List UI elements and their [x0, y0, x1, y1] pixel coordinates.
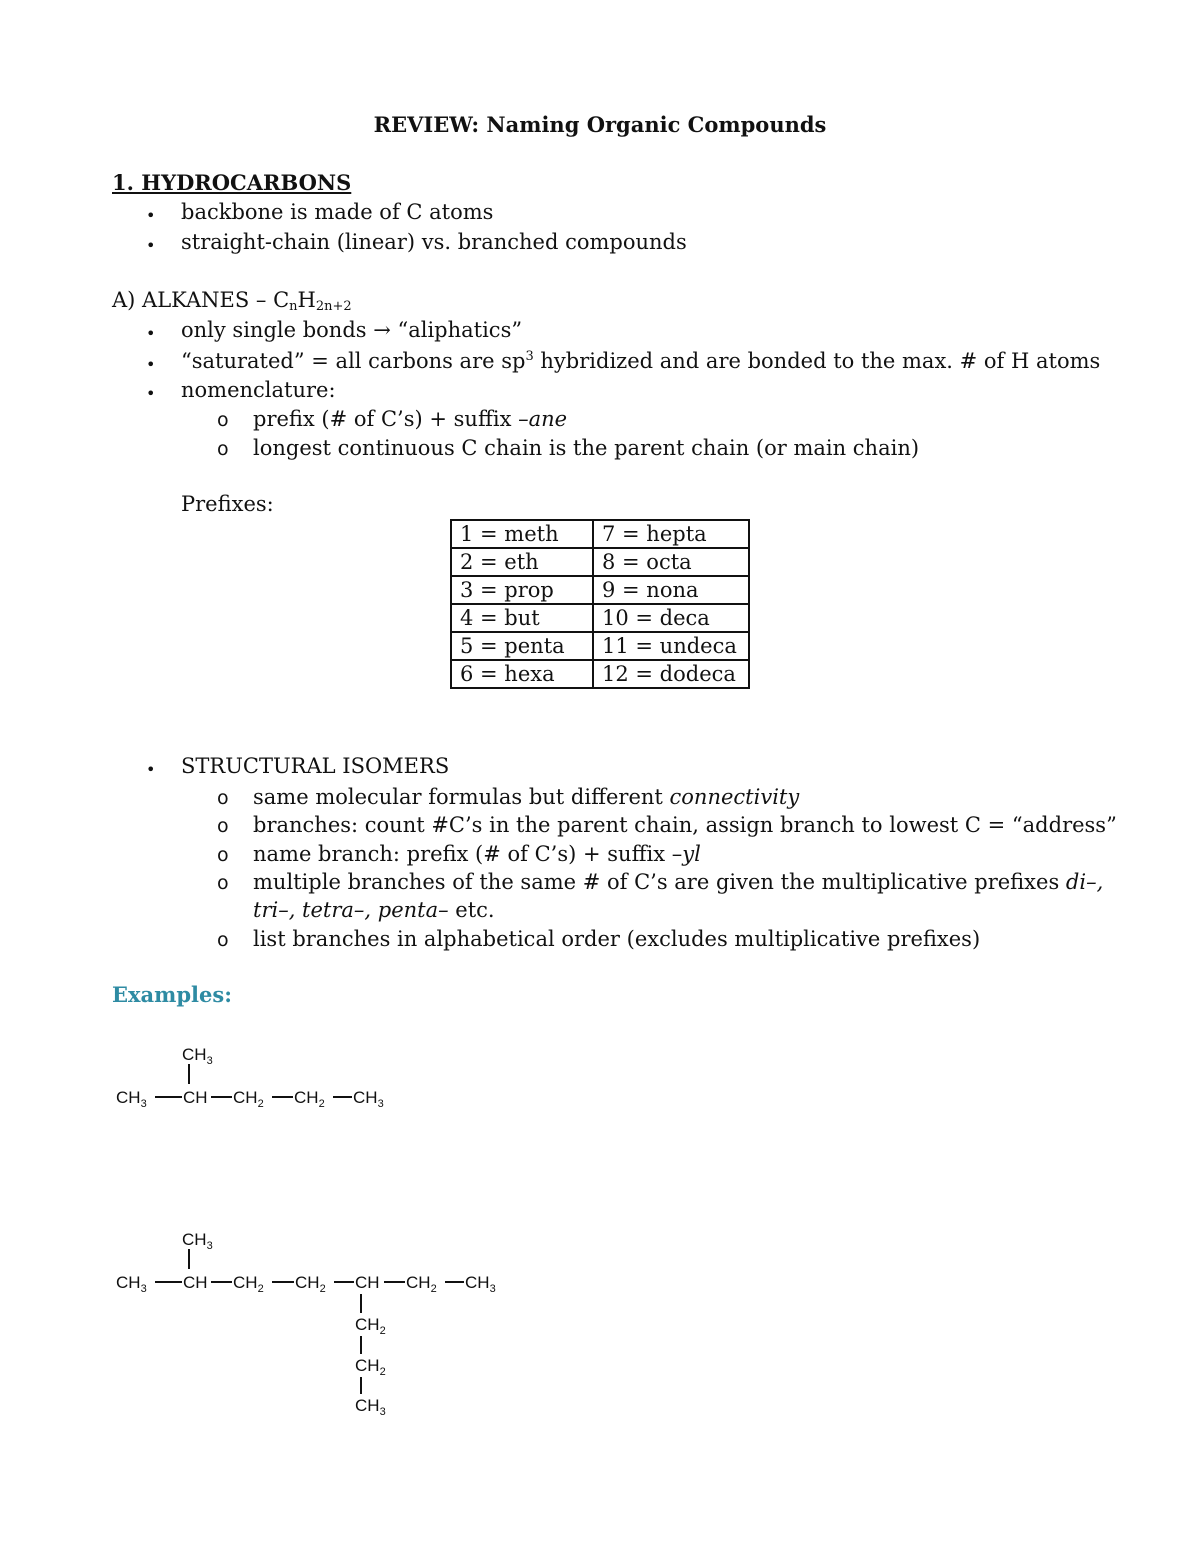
circle-bullet-icon: o	[217, 872, 229, 894]
circle-bullet-icon: o	[217, 815, 229, 837]
bullet-icon: •	[146, 355, 156, 374]
table-cell: 3 = prop	[451, 576, 593, 604]
alkane-bullet-saturated: “saturated” = all carbons are $sp^3$ hybridized and are bonded to the max. # of H atoms	[181, 349, 1101, 373]
table-cell: 1 = meth	[451, 520, 593, 548]
table-cell: 12 = dodeca	[593, 660, 749, 688]
page-title: REVIEW: Naming Organic Compounds	[373, 112, 827, 137]
table-cell: 6 = hexa	[451, 660, 593, 688]
bullet-icon: •	[146, 384, 156, 403]
isomer-item-multiple-branches-cont: tri–, tetra–, penta– etc.	[253, 898, 495, 922]
alkane-bullet-single-bonds: only single bonds → “aliphatics”	[181, 318, 523, 342]
prefixes-label: Prefixes:	[181, 492, 274, 516]
atom-ch3: $CH_3$	[182, 1045, 213, 1067]
isomer-item-alphabetical: list branches in alphabetical order (excludes multiplicative prefixes)	[253, 927, 981, 951]
circle-bullet-icon: o	[217, 929, 229, 951]
atom-ch3: $CH_3$	[116, 1088, 147, 1110]
molecule-1	[116, 1045, 384, 1110]
atom-ch2: $CH_2$	[295, 1273, 326, 1295]
table-cell: 8 = octa	[593, 548, 749, 576]
nomenclature-item-parent-chain: longest continuous C chain is the parent chain (or main chain)	[253, 436, 920, 460]
atom-ch3: $CH_3$	[182, 1230, 213, 1252]
atom-ch2: $CH_2$	[355, 1315, 386, 1337]
alkane-bullet-nomenclature: nomenclature:	[181, 378, 336, 402]
bullet-icon: •	[146, 236, 156, 255]
atom-ch: CH	[183, 1273, 208, 1292]
atom-ch3: $CH_3$	[355, 1396, 386, 1418]
atom-ch: CH	[183, 1088, 208, 1107]
examples-heading: Examples:	[112, 982, 232, 1007]
table-cell: 5 = penta	[451, 632, 593, 660]
hydrocarbon-bullet-2: straight-chain (linear) vs. branched compounds	[181, 230, 687, 254]
atom-ch: CH	[355, 1273, 380, 1292]
atom-ch2: $CH_2$	[294, 1088, 325, 1110]
table-cell: 7 = hepta	[593, 520, 749, 548]
table-cell: 11 = undeca	[593, 632, 749, 660]
circle-bullet-icon: o	[217, 409, 229, 431]
table-cell: 10 = deca	[593, 604, 749, 632]
alkanes-heading: A) ALKANES – $C_nH_{2n+2}$	[112, 288, 352, 314]
isomer-item-connectivity: same molecular formulas but different connectivity	[253, 785, 800, 809]
nomenclature-item-prefix-suffix: prefix (# of C’s) + suffix –ane	[253, 407, 568, 431]
atom-ch3: $CH_3$	[353, 1088, 384, 1110]
atom-ch2: $CH_2$	[355, 1356, 386, 1378]
bullet-icon: •	[146, 324, 156, 343]
section-heading-hydrocarbons: 1. HYDROCARBONS	[112, 170, 352, 195]
atom-ch2: $CH_2$	[406, 1273, 437, 1295]
structural-isomers-heading: STRUCTURAL ISOMERS	[181, 754, 450, 778]
bullet-icon: •	[146, 206, 156, 225]
atom-ch3: $CH_3$	[116, 1273, 147, 1295]
circle-bullet-icon: o	[217, 438, 229, 460]
table-cell: 9 = nona	[593, 576, 749, 604]
isomer-item-multiple-branches: multiple branches of the same # of C’s are given the multiplicative prefixes di–,	[253, 870, 1104, 894]
isomer-item-name-branch: name branch: prefix (# of C’s) + suffix –yl	[253, 842, 701, 866]
circle-bullet-icon: o	[217, 844, 229, 866]
bullet-icon: •	[146, 760, 156, 779]
molecule-2	[116, 1230, 496, 1418]
table-cell: 4 = but	[451, 604, 593, 632]
atom-ch2: $CH_2$	[233, 1273, 264, 1295]
hydrocarbon-bullet-1: backbone is made of C atoms	[181, 200, 494, 224]
isomer-item-branches: branches: count #C’s in the parent chain, assign branch to lowest C = “address”	[253, 813, 1117, 837]
atom-ch3: $CH_3$	[465, 1273, 496, 1295]
table-cell: 2 = eth	[451, 548, 593, 576]
circle-bullet-icon: o	[217, 787, 229, 809]
atom-ch2: $CH_2$	[233, 1088, 264, 1110]
